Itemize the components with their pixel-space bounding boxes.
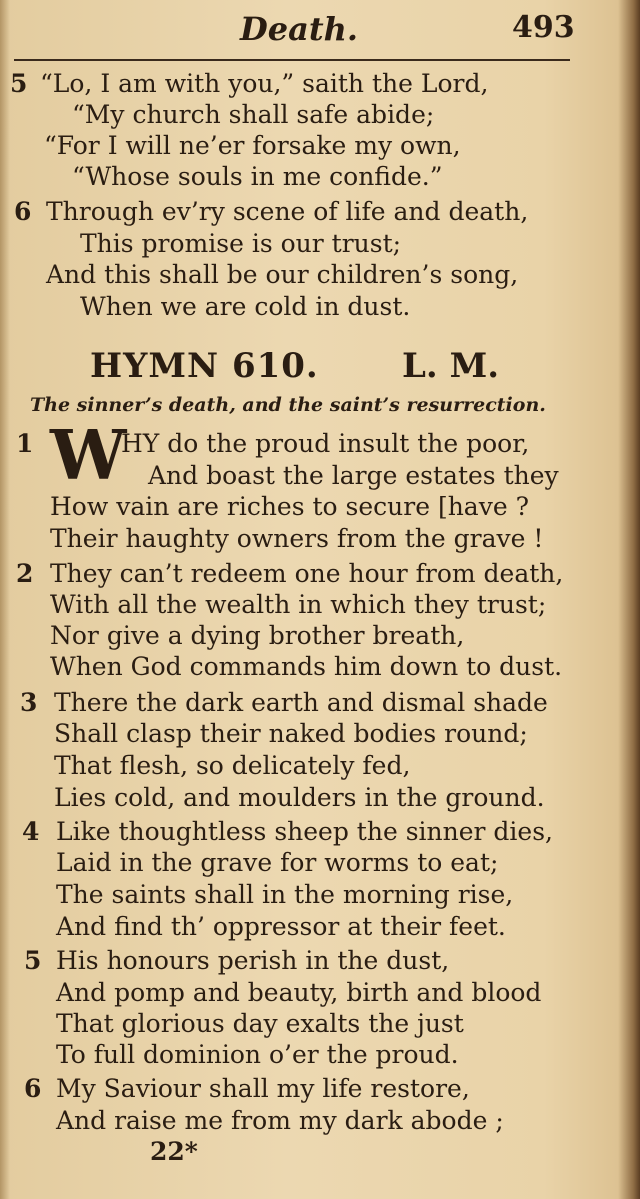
verse-line: Laid in the grave for worms to eat; [56, 848, 499, 877]
verse-line: There the dark earth and dismal shade [54, 688, 548, 717]
verse-line: And find th’ oppressor at their feet. [56, 912, 506, 941]
verse-number: 5 [24, 946, 42, 975]
verse-number: 4 [22, 817, 40, 846]
verse-number: 2 [16, 559, 34, 588]
verse-line: And this shall be our children’s song, [46, 260, 519, 289]
verse-line: The saints shall in the morning rise, [56, 880, 514, 909]
verse-line: When God commands him down to dust. [50, 652, 563, 681]
verse-line: “My church shall safe abide; [72, 100, 435, 129]
signature-mark: 22* [150, 1137, 198, 1166]
verse-number: 6 [24, 1074, 42, 1103]
verse-line: This promise is our trust; [80, 229, 402, 258]
verse-line: And raise me from my dark abode ; [56, 1106, 504, 1135]
verse-line: “Lo, I am with you,” saith the Lord, [40, 69, 489, 98]
verse-line: Shall clasp their naked bodies round; [54, 719, 528, 748]
verse-line: With all the wealth in which they trust; [50, 590, 547, 619]
verse-line: HY do the proud insult the poor, [121, 429, 530, 458]
verse-line: And boast the large estates they [148, 461, 559, 490]
verse-line: “Whose souls in me confide.” [72, 162, 443, 191]
page-right-edge [618, 0, 640, 1199]
verse-line: When we are cold in dust. [80, 292, 411, 321]
page-left-edge [0, 0, 10, 1199]
verse-line: That glorious day exalts the just [56, 1009, 464, 1038]
verse-line: Through ev’ry scene of life and death, [46, 197, 529, 226]
verse-number: 6 [14, 197, 32, 226]
running-title: Death. [240, 10, 359, 48]
verse-line: How vain are riches to secure [have ? [50, 492, 529, 521]
verse-line: My Saviour shall my life restore, [56, 1074, 470, 1103]
header-rule [14, 59, 570, 61]
verse-number: 5 [10, 69, 28, 98]
verse-line: “For I will ne’er forsake my own, [44, 131, 461, 160]
verse-line: Nor give a dying brother breath, [50, 621, 465, 650]
verse-line: His honours perish in the dust, [56, 946, 450, 975]
page-number: 493 [512, 10, 575, 45]
verse-number: 1 [16, 429, 34, 458]
hymn-meter: L. M. [402, 346, 500, 386]
verse-line: Their haughty owners from the grave ! [50, 524, 544, 553]
hymn-title: HYMN 610. [90, 346, 319, 386]
verse-line: To full dominion o’er the proud. [56, 1040, 459, 1069]
drop-cap: W [50, 416, 127, 496]
verse-number: 3 [20, 688, 38, 717]
hymn-subtitle: The sinner’s death, and the saint’s resurrection. [30, 394, 546, 416]
verse-line: And pomp and beauty, birth and blood [56, 978, 542, 1007]
verse-line: Lies cold, and moulders in the ground. [54, 783, 545, 812]
verse-line: That flesh, so delicately fed, [54, 751, 411, 780]
verse-line: They can’t redeem one hour from death, [50, 559, 564, 588]
verse-line: Like thoughtless sheep the sinner dies, [56, 817, 553, 846]
